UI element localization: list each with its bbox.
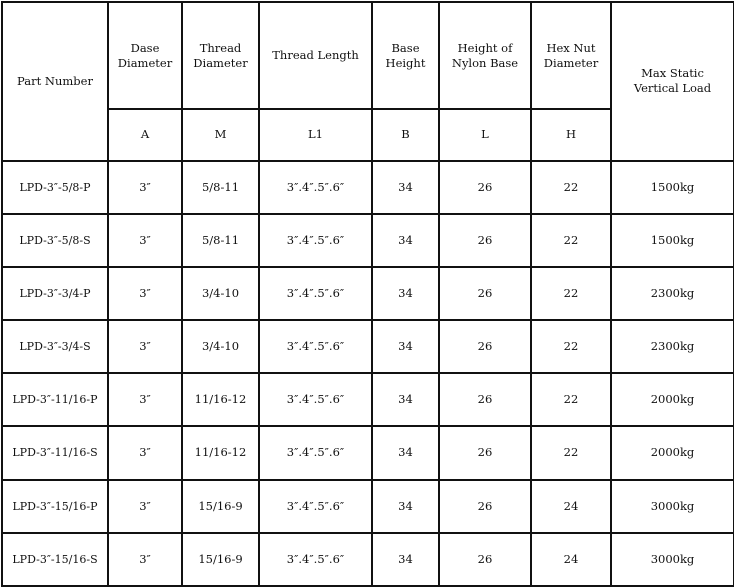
table-row [2, 426, 734, 479]
symbol-cell: M [182, 109, 259, 160]
hex-nut-cell: 24 [531, 533, 611, 586]
header-thread-length: Thread Length [259, 2, 372, 109]
nylon-height-cell: 26 [439, 533, 531, 586]
table-row [2, 373, 734, 426]
max-load-cell: 3000kg [611, 533, 734, 586]
part-number-cell: LPD-3″-5/8-S [2, 214, 108, 267]
hex-nut-cell: 22 [531, 267, 611, 320]
symbol-cell: B [372, 109, 439, 160]
header-thread-diameter: Thread Diameter [182, 2, 259, 109]
thread-diameter-cell: 11/16-12 [182, 373, 259, 426]
part-number-cell: LPD-3″-11/16-S [2, 426, 108, 479]
base-diameter-cell: 3″ [108, 480, 182, 533]
nylon-height-cell: 26 [439, 373, 531, 426]
nylon-height-cell: 26 [439, 426, 531, 479]
table-row [2, 320, 734, 373]
header-max-load: Max Static Vertical Load [611, 2, 734, 161]
nylon-height-cell: 26 [439, 161, 531, 214]
thread-length-cell: 3″.4″.5″.6″ [259, 267, 372, 320]
base-height-cell: 34 [372, 480, 439, 533]
thread-diameter-cell: 11/16-12 [182, 426, 259, 479]
nylon-height-cell: 26 [439, 480, 531, 533]
base-height-cell: 34 [372, 373, 439, 426]
base-height-cell: 34 [372, 426, 439, 479]
max-load-cell: 1500kg [611, 161, 734, 214]
max-load-cell: 2000kg [611, 426, 734, 479]
thread-length-cell: 3″.4″.5″.6″ [259, 161, 372, 214]
base-height-cell: 34 [372, 161, 439, 214]
part-number-cell: LPD-3″-5/8-P [2, 161, 108, 214]
header-hex-nut-diameter: Hex Nut Diameter [531, 2, 611, 109]
part-number-cell: LPD-3″-15/16-S [2, 533, 108, 586]
base-diameter-cell: 3″ [108, 267, 182, 320]
thread-length-cell: 3″.4″.5″.6″ [259, 426, 372, 479]
spec-table [1, 1, 734, 587]
thread-length-cell: 3″.4″.5″.6″ [259, 373, 372, 426]
header-base-diameter: Dase Diameter [108, 2, 182, 109]
base-height-cell: 34 [372, 320, 439, 373]
base-diameter-cell: 3″ [108, 533, 182, 586]
thread-length-cell: 3″.4″.5″.6″ [259, 480, 372, 533]
symbol-cell: A [108, 109, 182, 160]
base-diameter-cell: 3″ [108, 161, 182, 214]
thread-length-cell: 3″.4″.5″.6″ [259, 214, 372, 267]
max-load-cell: 2300kg [611, 267, 734, 320]
symbol-cell: H [531, 109, 611, 160]
thread-diameter-cell: 15/16-9 [182, 533, 259, 586]
symbol-cell: L1 [259, 109, 372, 160]
nylon-height-cell: 26 [439, 214, 531, 267]
header-row [2, 2, 734, 109]
thread-diameter-cell: 3/4-10 [182, 320, 259, 373]
hex-nut-cell: 22 [531, 373, 611, 426]
base-height-cell: 34 [372, 533, 439, 586]
thread-diameter-cell: 15/16-9 [182, 480, 259, 533]
base-height-cell: 34 [372, 267, 439, 320]
base-height-cell: 34 [372, 214, 439, 267]
symbol-cell: L [439, 109, 531, 160]
hex-nut-cell: 22 [531, 426, 611, 479]
nylon-height-cell: 26 [439, 267, 531, 320]
part-number-cell: LPD-3″-3/4-P [2, 267, 108, 320]
header-part-number: Part Number [2, 2, 108, 161]
max-load-cell: 2000kg [611, 373, 734, 426]
hex-nut-cell: 24 [531, 480, 611, 533]
max-load-cell: 2300kg [611, 320, 734, 373]
base-diameter-cell: 3″ [108, 426, 182, 479]
thread-length-cell: 3″.4″.5″.6″ [259, 320, 372, 373]
max-load-cell: 1500kg [611, 214, 734, 267]
table-row [2, 480, 734, 533]
nylon-height-cell: 26 [439, 320, 531, 373]
part-number-cell: LPD-3″-3/4-S [2, 320, 108, 373]
table-row [2, 533, 734, 586]
thread-diameter-cell: 3/4-10 [182, 267, 259, 320]
part-number-cell: LPD-3″-15/16-P [2, 480, 108, 533]
thread-diameter-cell: 5/8-11 [182, 214, 259, 267]
table-row [2, 267, 734, 320]
base-diameter-cell: 3″ [108, 373, 182, 426]
max-load-cell: 3000kg [611, 480, 734, 533]
hex-nut-cell: 22 [531, 214, 611, 267]
part-number-cell: LPD-3″-11/16-P [2, 373, 108, 426]
hex-nut-cell: 22 [531, 161, 611, 214]
table-row [2, 161, 734, 214]
hex-nut-cell: 22 [531, 320, 611, 373]
base-diameter-cell: 3″ [108, 320, 182, 373]
table-row [2, 214, 734, 267]
header-base-height: Base Height [372, 2, 439, 109]
thread-length-cell: 3″.4″.5″.6″ [259, 533, 372, 586]
base-diameter-cell: 3″ [108, 214, 182, 267]
header-nylon-height: Height of Nylon Base [439, 2, 531, 109]
thread-diameter-cell: 5/8-11 [182, 161, 259, 214]
